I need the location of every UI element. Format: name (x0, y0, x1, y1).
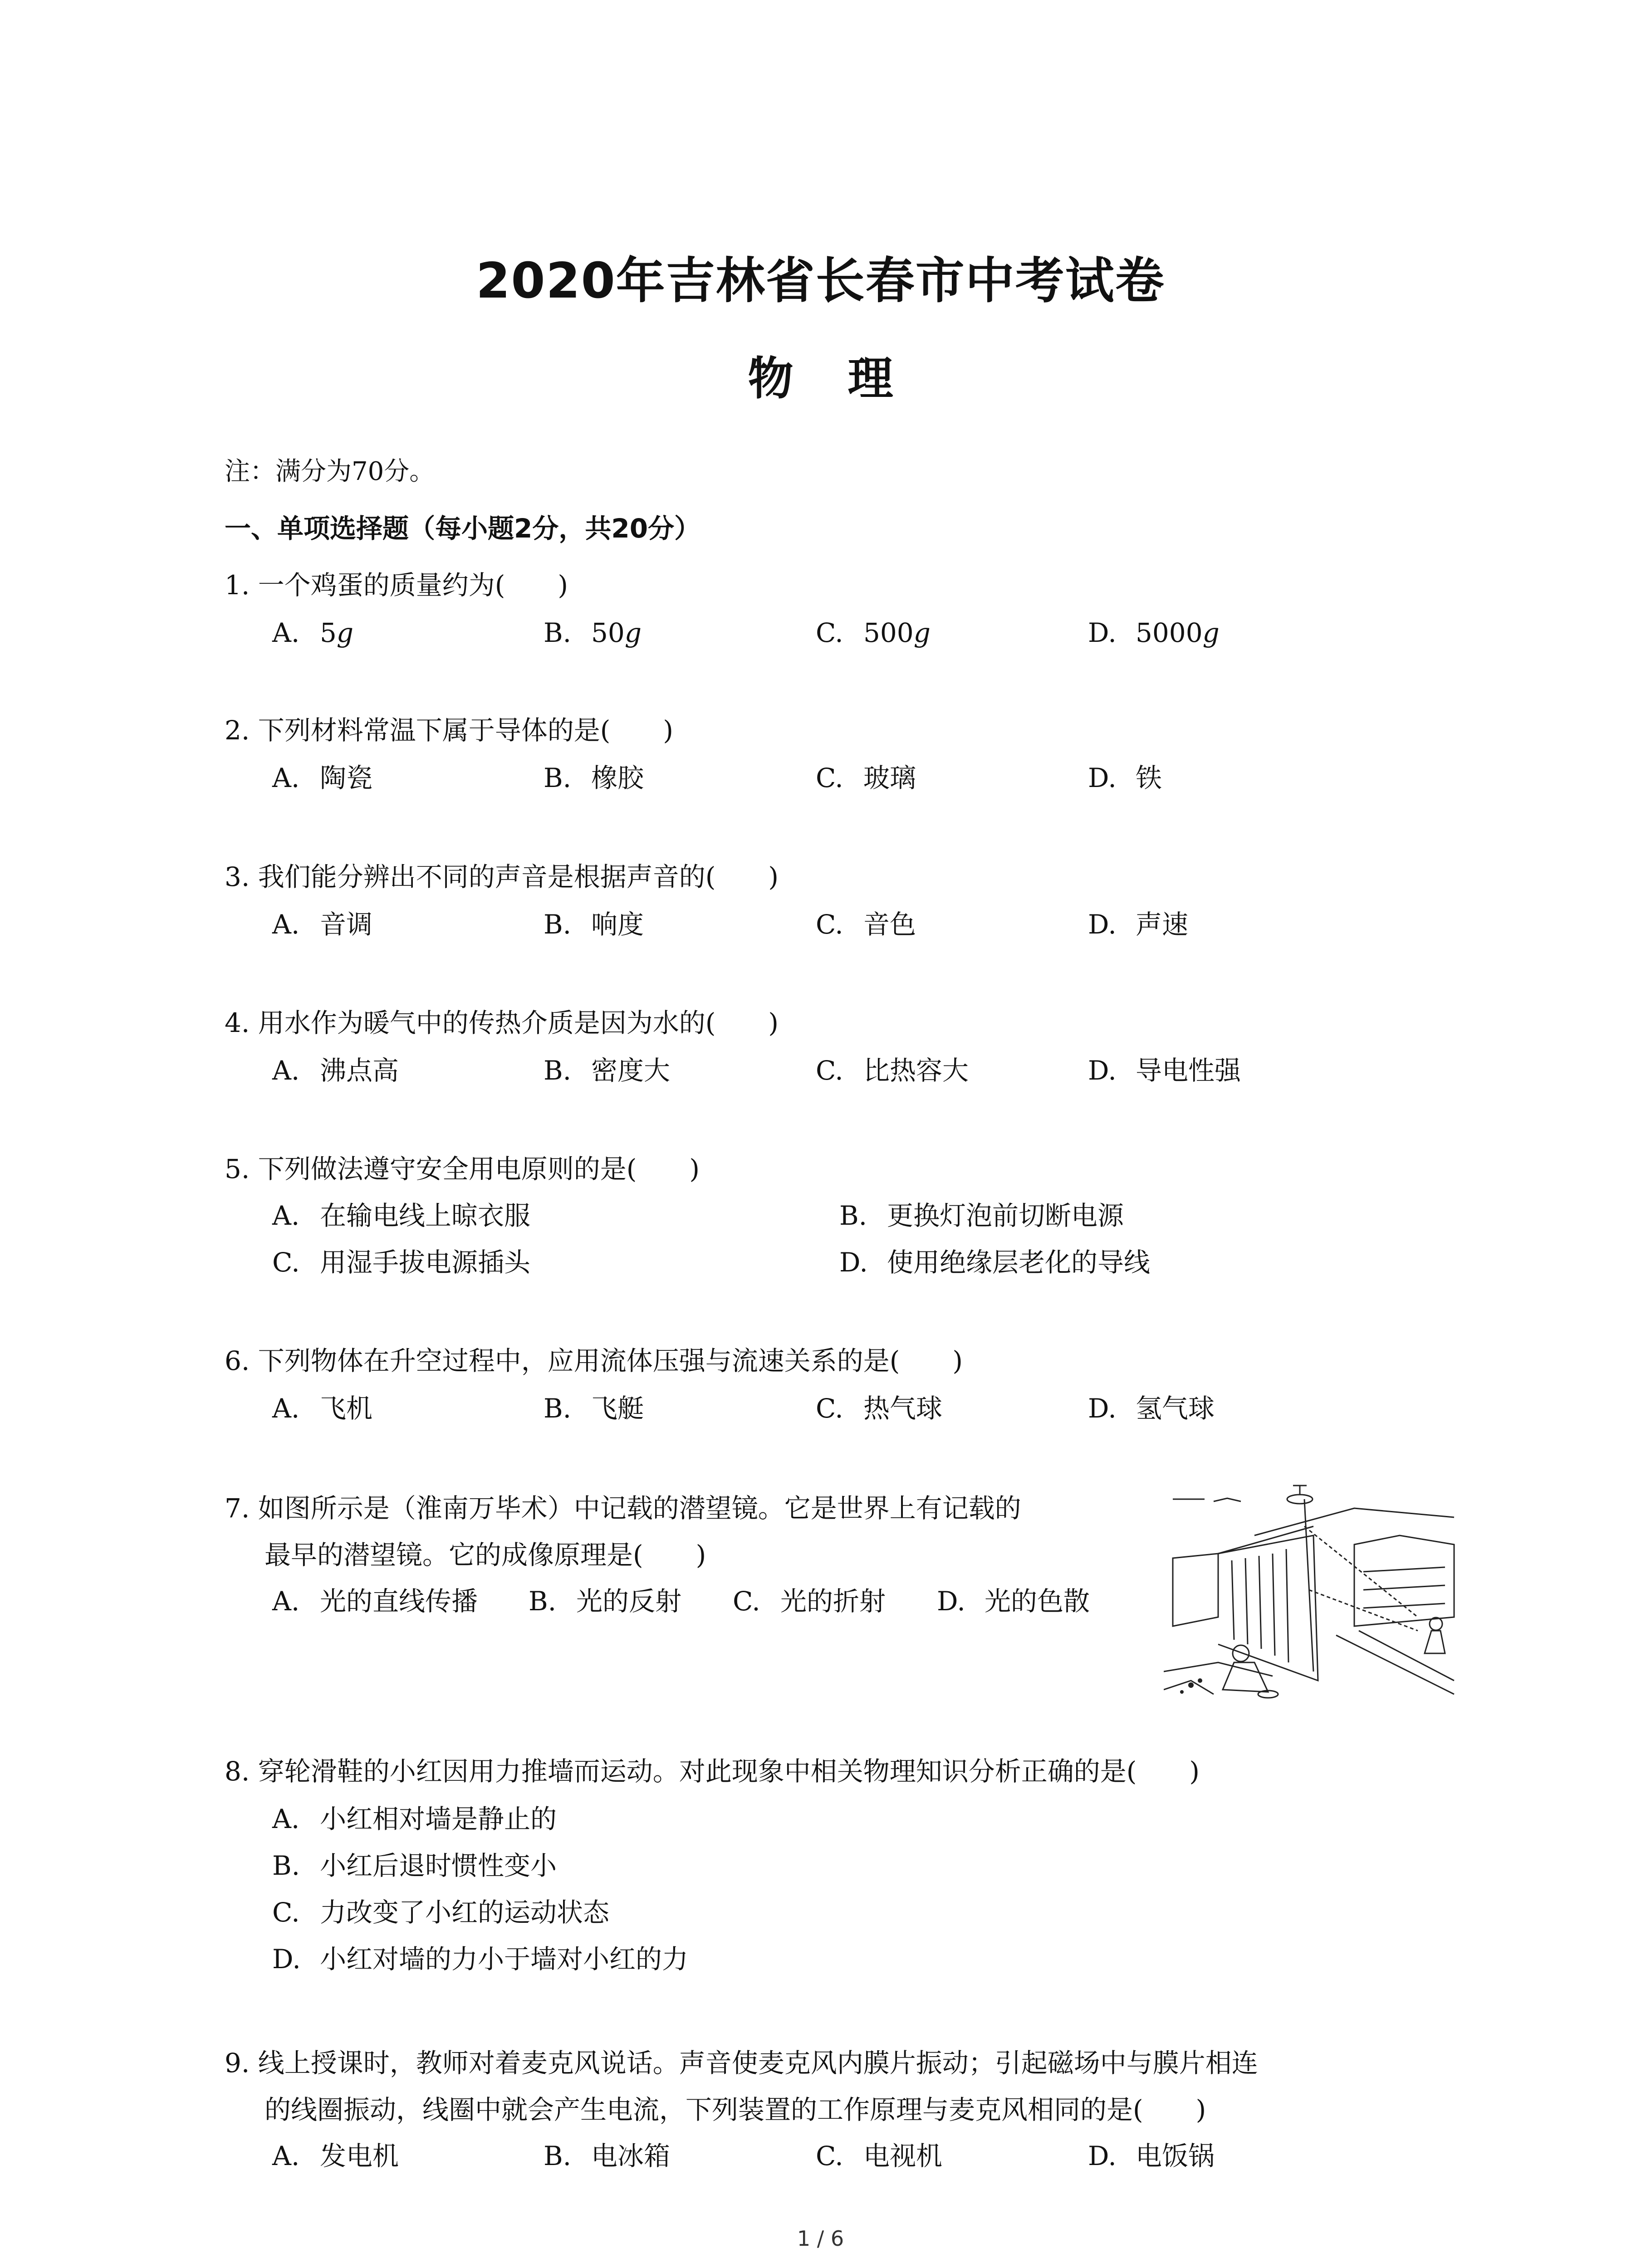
subject-heading: 物理 (748, 352, 948, 405)
option-d: D. 光的色散 (937, 1586, 1090, 1617)
question-2 (225, 712, 673, 748)
question-3 (225, 859, 779, 895)
option-d: D. 铁 (1088, 763, 1162, 793)
question-stem: 5. 下列做法遵守安全用电原则的是( ) (225, 1154, 700, 1184)
option-d: D. 电饭锅 (1088, 2141, 1215, 2171)
option-b: B. 更换灯泡前切断电源 (839, 1200, 1124, 1231)
periscope-illustration (1164, 1481, 1456, 1699)
section-heading: 一、单项选择题（每小题2分，共20分） (225, 513, 701, 544)
option-d: D. 小红对墙的力小于墙对小红的力 (272, 1944, 689, 1975)
option-c: C. 力改变了小红的运动状态 (272, 1897, 610, 1928)
option-d: D. 使用绝缘层老化的导线 (839, 1247, 1151, 1278)
question-4 (225, 1005, 779, 1041)
question-stem-continued: 最早的潜望镜。它的成像原理是( ) (265, 1540, 706, 1570)
question-6 (225, 1343, 963, 1379)
question-7 (225, 1490, 1021, 1573)
question-stem: 9. 线上授课时，教师对着麦克风说话。声音使麦克风内膜片振动；引起磁场中与膜片相连 (225, 2048, 1258, 2078)
option-c: C. 音色 (816, 909, 916, 940)
option-b: B. 响度 (544, 909, 644, 940)
exam-title: 2020年吉林省长春市中考试卷 (476, 253, 1165, 309)
question-9 (225, 2045, 1258, 2128)
option-d: D. 5000g (1088, 617, 1220, 648)
option-b: B. 密度大 (544, 1055, 671, 1086)
option-a: A. 5g (272, 617, 354, 648)
option-b: B. 飞艇 (544, 1393, 644, 1424)
option-b: B. 小红后退时惯性变小 (272, 1850, 557, 1881)
option-a: A. 陶瓷 (272, 763, 373, 793)
question-stem: 2. 下列材料常温下属于导体的是( ) (225, 715, 674, 746)
option-a: A. 光的直线传播 (272, 1586, 478, 1617)
option-c: C. 500g (816, 617, 931, 648)
question-stem-continued: 的线圈振动，线圈中就会产生电流，下列装置的工作原理与麦克风相同的是( ) (265, 2094, 1206, 2125)
option-c: C. 玻璃 (816, 763, 916, 793)
option-c: C. 用湿手拔电源插头 (272, 1247, 531, 1278)
question-stem: 6. 下列物体在升空过程中，应用流体压强与流速关系的是( ) (225, 1345, 963, 1376)
option-b: B. 橡胶 (544, 763, 644, 793)
question-1 (225, 567, 568, 603)
question-stem: 3. 我们能分辨出不同的声音是根据声音的( ) (225, 861, 779, 892)
score-note: 注：满分为70分。 (225, 457, 435, 486)
option-d: D. 导电性强 (1088, 1055, 1241, 1086)
page-number: 1 / 6 (797, 2226, 844, 2251)
question-stem: 8. 穿轮滑鞋的小红因用力推墙而运动。对此现象中相关物理知识分析正确的是( ) (225, 1756, 1200, 1787)
option-d: D. 声速 (1088, 909, 1189, 940)
option-a: A. 飞机 (272, 1393, 373, 1424)
option-b: B. 电冰箱 (544, 2141, 671, 2171)
option-d: D. 氢气球 (1088, 1393, 1215, 1424)
question-stem: 4. 用水作为暖气中的传热介质是因为水的( ) (225, 1007, 779, 1038)
option-a: A. 音调 (272, 909, 373, 940)
option-a: A. 在输电线上晾衣服 (272, 1200, 531, 1231)
option-b: B. 光的反射 (529, 1586, 682, 1617)
question-5 (225, 1151, 700, 1187)
question-8 (225, 1753, 1200, 1789)
option-c: C. 电视机 (816, 2141, 943, 2171)
question-stem: 1. 一个鸡蛋的质量约为( ) (225, 570, 568, 601)
option-a: A. 沸点高 (272, 1055, 399, 1086)
option-a: A. 发电机 (272, 2141, 399, 2171)
option-b: B. 50g (544, 617, 642, 648)
question-stem: 7. 如图所示是（淮南万毕术）中记载的潜望镜。它是世界上有记载的 (225, 1493, 1021, 1524)
option-c: C. 光的折射 (733, 1586, 886, 1617)
option-c: C. 比热容大 (816, 1055, 969, 1086)
option-c: C. 热气球 (816, 1393, 943, 1424)
option-a: A. 小红相对墙是静止的 (272, 1804, 557, 1834)
